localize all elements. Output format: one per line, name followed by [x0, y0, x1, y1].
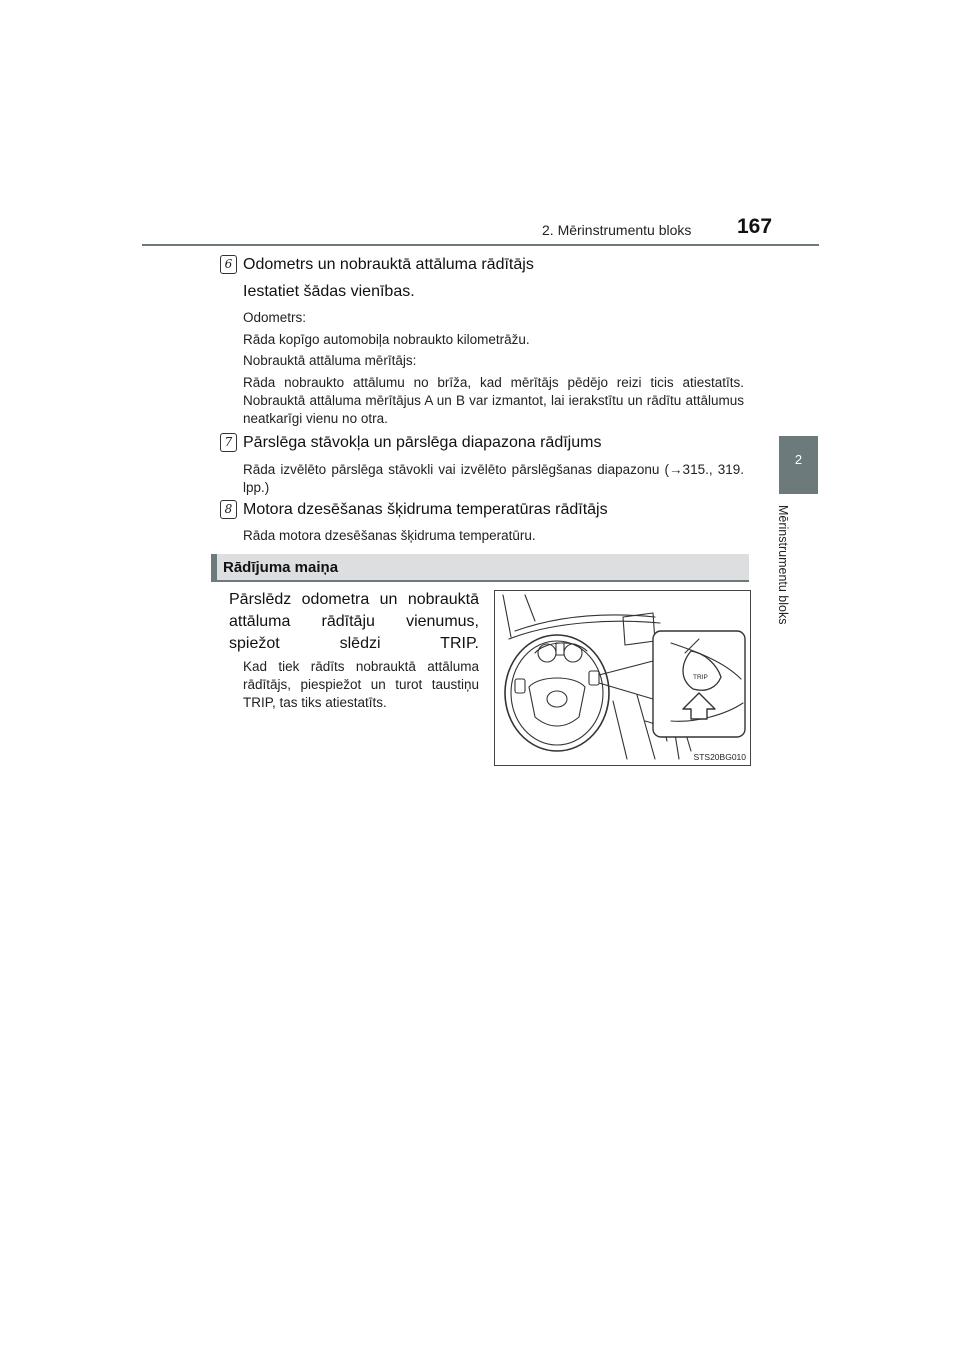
section-note: Kad tiek rādīts nobrauktā attāluma rādītājs, piespiežot un turot taustiņu TRIP, tas tiks atiestatīts.: [243, 659, 479, 710]
header-rule: [142, 244, 819, 246]
item-desc: Rāda izvēlēto pārslēga stāvokli vai izvēlēto pārslēgšanas diapazonu (→315., 319. lpp.): [243, 462, 744, 495]
section-rule: [211, 580, 749, 582]
chapter-title: 2. Mērinstrumentu bloks: [542, 222, 692, 238]
entry-desc: Rāda nobraukto attālumu no brīža, kad mērītājs pēdējo reizi ticis atiestatīts. Nobrauktā attāluma mērītājus A un B var izmantot, lai ierakstītu un rādītu attālumus neatkarīgi vienu no otra.: [243, 375, 744, 426]
entry-desc: Rāda kopīgo automobiļa nobraukto kilometrāžu.: [243, 332, 530, 347]
section-body: Pārslēdz odometra un nobrauktā attāluma rādītāju vienumus, spiežot slēdzi TRIP.: [229, 591, 479, 652]
dashboard-illustration: [494, 590, 751, 766]
entry-term: Nobrauktā attāluma mērītājs:: [243, 353, 417, 368]
item-intro: Iestatiet šādas vienības.: [243, 283, 415, 300]
item-title: Pārslēga stāvokļa un pārslēga diapazona rādījums: [243, 434, 602, 451]
trip-button-label: TRIP: [693, 674, 708, 681]
figure-code: STS20BG010: [693, 752, 746, 762]
item-title: Motora dzesēšanas šķidruma temperatūras rādītājs: [243, 501, 608, 518]
chapter-tab-label: Mērinstrumentu bloks: [776, 505, 790, 625]
chapter-tab-number: 2: [794, 452, 803, 467]
page-number: 167: [737, 215, 773, 238]
section-heading-edge: [211, 554, 217, 580]
item-title: Odometrs un nobrauktā attāluma rādītājs: [243, 256, 534, 273]
dashboard-drawing: [495, 591, 750, 765]
entry-term: Odometrs:: [243, 310, 307, 325]
item-number-badge: 7: [220, 433, 237, 452]
item-number-badge: 6: [220, 255, 237, 274]
item-desc: Rāda motora dzesēšanas šķidruma temperatūru.: [243, 528, 536, 543]
section-title: Rādījuma maiņa: [223, 559, 339, 576]
item-number-badge: 8: [220, 500, 237, 519]
